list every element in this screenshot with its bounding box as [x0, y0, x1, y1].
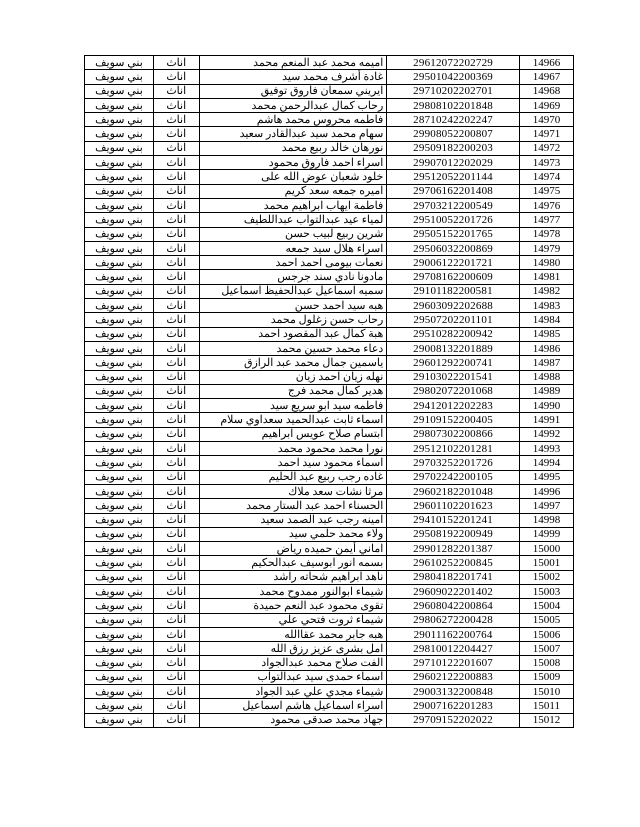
national-id-cell: 29509182200203	[387, 141, 520, 155]
table-row	[85, 656, 574, 670]
governorate-cell: بني سويف	[85, 70, 154, 84]
name-cell: ايريني سمعان فاروق توفيق	[199, 84, 387, 98]
national-id-cell: 29412012202283	[387, 399, 520, 413]
serial-cell: 14970	[519, 113, 573, 127]
governorate-cell: بني سويف	[85, 370, 154, 384]
serial-cell: 15008	[519, 656, 573, 670]
gender-cell: اناث	[153, 113, 199, 127]
national-id-cell: 29807302200866	[387, 427, 520, 441]
governorate-cell: بني سويف	[85, 584, 154, 598]
governorate-cell: بني سويف	[85, 685, 154, 699]
national-id-cell: 29008132201889	[387, 341, 520, 355]
name-cell: بسمه انور ابوسيف عبدالحكيم	[199, 556, 387, 570]
national-id-cell: 29011162200764	[387, 627, 520, 641]
table-row	[85, 327, 574, 341]
table-row	[85, 499, 574, 513]
national-id-cell: 29706162201408	[387, 184, 520, 198]
table-row	[85, 198, 574, 212]
gender-cell: اناث	[153, 599, 199, 613]
table-row	[85, 370, 574, 384]
governorate-cell: بني سويف	[85, 713, 154, 727]
governorate-cell: بني سويف	[85, 313, 154, 327]
governorate-cell: بني سويف	[85, 656, 154, 670]
governorate-cell: بني سويف	[85, 556, 154, 570]
gender-cell: اناث	[153, 699, 199, 713]
governorate-cell: بني سويف	[85, 327, 154, 341]
serial-cell: 15002	[519, 570, 573, 584]
governorate-cell: بني سويف	[85, 642, 154, 656]
national-id-cell: 29007162201283	[387, 699, 520, 713]
serial-cell: 15004	[519, 599, 573, 613]
table-row	[85, 513, 574, 527]
governorate-cell: بني سويف	[85, 599, 154, 613]
national-id-cell: 29609022201402	[387, 584, 520, 598]
name-cell: سميه اسماعيل عبدالحفيظ اسماعيل	[199, 284, 387, 298]
national-id-cell: 29702242200105	[387, 470, 520, 484]
gender-cell: اناث	[153, 284, 199, 298]
governorate-cell: بني سويف	[85, 299, 154, 313]
governorate-cell: بني سويف	[85, 570, 154, 584]
name-cell: نهله زيان احمد زيان	[199, 370, 387, 384]
gender-cell: اناث	[153, 170, 199, 184]
national-id-cell: 29610252200845	[387, 556, 520, 570]
name-cell: امل بشرى عزيز رزق الله	[199, 642, 387, 656]
table-row	[85, 570, 574, 584]
national-id-cell: 29804182201741	[387, 570, 520, 584]
serial-cell: 14992	[519, 427, 573, 441]
gender-cell: اناث	[153, 413, 199, 427]
national-id-cell: 29703252201726	[387, 456, 520, 470]
table-row	[85, 442, 574, 456]
table-row	[85, 70, 574, 84]
name-cell: نورهان خالد ربيع محمد	[199, 141, 387, 155]
national-id-cell: 29601102201623	[387, 499, 520, 513]
table-row	[85, 642, 574, 656]
table-row	[85, 127, 574, 141]
serial-cell: 14999	[519, 527, 573, 541]
gender-cell: اناث	[153, 70, 199, 84]
governorate-cell: بني سويف	[85, 84, 154, 98]
table-row	[85, 542, 574, 556]
name-cell: سهام محمد سيد عبدالقادر سعيد	[199, 127, 387, 141]
national-id-cell: 29709152202022	[387, 713, 520, 727]
national-id-cell: 29907012202029	[387, 156, 520, 170]
national-id-cell: 29810012204427	[387, 642, 520, 656]
serial-cell: 14983	[519, 299, 573, 313]
name-cell: نورا محمد محمود محمد	[199, 442, 387, 456]
national-id-cell: 29601292200741	[387, 356, 520, 370]
governorate-cell: بني سويف	[85, 542, 154, 556]
table-row	[85, 56, 574, 70]
national-id-cell: 29506032200869	[387, 241, 520, 255]
national-id-cell: 29510282200942	[387, 327, 520, 341]
national-id-cell: 29608042200864	[387, 599, 520, 613]
table-row	[85, 156, 574, 170]
name-cell: اسراء اسماعيل هاشم اسماعيل	[199, 699, 387, 713]
name-cell: لمياء عيد عبدالتواب عبداللطيف	[199, 213, 387, 227]
gender-cell: اناث	[153, 241, 199, 255]
records-table-body	[85, 56, 574, 728]
serial-cell: 14971	[519, 127, 573, 141]
name-cell: خلود شعبان عوض الله على	[199, 170, 387, 184]
table-row	[85, 113, 574, 127]
name-cell: مرثا نشات سعد ملاك	[199, 484, 387, 498]
table-row	[85, 141, 574, 155]
serial-cell: 15012	[519, 713, 573, 727]
serial-cell: 15000	[519, 542, 573, 556]
table-row	[85, 670, 574, 684]
gender-cell: اناث	[153, 227, 199, 241]
gender-cell: اناث	[153, 256, 199, 270]
serial-cell: 14988	[519, 370, 573, 384]
name-cell: شيماء ثروت فتحي علي	[199, 613, 387, 627]
national-id-cell: 29501042200369	[387, 70, 520, 84]
serial-cell: 14979	[519, 241, 573, 255]
table-row	[85, 84, 574, 98]
gender-cell: اناث	[153, 427, 199, 441]
serial-cell: 14978	[519, 227, 573, 241]
governorate-cell: بني سويف	[85, 527, 154, 541]
gender-cell: اناث	[153, 642, 199, 656]
serial-cell: 15006	[519, 627, 573, 641]
serial-cell: 14968	[519, 84, 573, 98]
name-cell: اسراء هلال سيد جمعه	[199, 241, 387, 255]
serial-cell: 14990	[519, 399, 573, 413]
table-row	[85, 413, 574, 427]
name-cell: ابتسام صلاح عويس ابراهيم	[199, 427, 387, 441]
gender-cell: اناث	[153, 327, 199, 341]
gender-cell: اناث	[153, 627, 199, 641]
name-cell: امينه رجب عبد الصمد سعيد	[199, 513, 387, 527]
table-row	[85, 356, 574, 370]
name-cell: ناهد ابراهيم شحاته راشد	[199, 570, 387, 584]
gender-cell: اناث	[153, 299, 199, 313]
name-cell: الحسناء احمد عبد الستار محمد	[199, 499, 387, 513]
serial-cell: 14977	[519, 213, 573, 227]
governorate-cell: بني سويف	[85, 613, 154, 627]
governorate-cell: بني سويف	[85, 141, 154, 155]
governorate-cell: بني سويف	[85, 170, 154, 184]
table-row	[85, 170, 574, 184]
governorate-cell: بني سويف	[85, 356, 154, 370]
name-cell: هبه سيد احمد حسن	[199, 299, 387, 313]
gender-cell: اناث	[153, 713, 199, 727]
gender-cell: اناث	[153, 141, 199, 155]
name-cell: اسماء ثابت عبدالحميد سعداوي سلام	[199, 413, 387, 427]
name-cell: ولاء محمد حلمي سيد	[199, 527, 387, 541]
national-id-cell: 29006122201721	[387, 256, 520, 270]
governorate-cell: بني سويف	[85, 98, 154, 112]
governorate-cell: بني سويف	[85, 56, 154, 70]
serial-cell: 14989	[519, 384, 573, 398]
gender-cell: اناث	[153, 84, 199, 98]
table-row	[85, 213, 574, 227]
table-row	[85, 699, 574, 713]
gender-cell: اناث	[153, 213, 199, 227]
table-row	[85, 299, 574, 313]
serial-cell: 14973	[519, 156, 573, 170]
governorate-cell: بني سويف	[85, 699, 154, 713]
serial-cell: 14984	[519, 313, 573, 327]
name-cell: دعاء محمد حسين محمد	[199, 341, 387, 355]
national-id-cell: 29109152200405	[387, 413, 520, 427]
name-cell: هدير كمال محمد فرج	[199, 384, 387, 398]
serial-cell: 14985	[519, 327, 573, 341]
national-id-cell: 29512102201281	[387, 442, 520, 456]
governorate-cell: بني سويف	[85, 113, 154, 127]
serial-cell: 14982	[519, 284, 573, 298]
table-row	[85, 685, 574, 699]
national-id-cell: 29510052201726	[387, 213, 520, 227]
governorate-cell: بني سويف	[85, 341, 154, 355]
table-row	[85, 484, 574, 498]
governorate-cell: بني سويف	[85, 413, 154, 427]
serial-cell: 14998	[519, 513, 573, 527]
name-cell: نعمات بيومى احمد احمد	[199, 256, 387, 270]
table-row	[85, 599, 574, 613]
gender-cell: اناث	[153, 456, 199, 470]
gender-cell: اناث	[153, 370, 199, 384]
national-id-cell: 29603092202688	[387, 299, 520, 313]
national-id-cell: 29003132200848	[387, 685, 520, 699]
governorate-cell: بني سويف	[85, 241, 154, 255]
national-id-cell: 29602122200883	[387, 670, 520, 684]
governorate-cell: بني سويف	[85, 484, 154, 498]
gender-cell: اناث	[153, 556, 199, 570]
name-cell: اميمه محمد عبد المنعم محمد	[199, 56, 387, 70]
gender-cell: اناث	[153, 184, 199, 198]
table-row	[85, 713, 574, 727]
serial-cell: 14972	[519, 141, 573, 155]
name-cell: شيماء مجدي علي عبد الجواد	[199, 685, 387, 699]
table-row	[85, 427, 574, 441]
name-cell: شرين ربيع لبيب حسن	[199, 227, 387, 241]
governorate-cell: بني سويف	[85, 284, 154, 298]
governorate-cell: بني سويف	[85, 270, 154, 284]
serial-cell: 14980	[519, 256, 573, 270]
serial-cell: 14967	[519, 70, 573, 84]
name-cell: فاطمه محروس محمد هاشم	[199, 113, 387, 127]
gender-cell: اناث	[153, 127, 199, 141]
name-cell: رحاب كمال عبدالرحمن محمد	[199, 98, 387, 112]
serial-cell: 15011	[519, 699, 573, 713]
national-id-cell: 29703212200549	[387, 198, 520, 212]
governorate-cell: بني سويف	[85, 399, 154, 413]
gender-cell: اناث	[153, 384, 199, 398]
serial-cell: 15005	[519, 613, 573, 627]
serial-cell: 15010	[519, 685, 573, 699]
serial-cell: 14991	[519, 413, 573, 427]
gender-cell: اناث	[153, 442, 199, 456]
name-cell: اسماء حمدى سيد عبدالتواب	[199, 670, 387, 684]
name-cell: اسراء احمد فاروق محمود	[199, 156, 387, 170]
gender-cell: اناث	[153, 470, 199, 484]
table-row	[85, 399, 574, 413]
serial-cell: 14987	[519, 356, 573, 370]
national-id-cell: 29710122201607	[387, 656, 520, 670]
gender-cell: اناث	[153, 499, 199, 513]
serial-cell: 14993	[519, 442, 573, 456]
name-cell: هبة كمال عبد المقصود احمد	[199, 327, 387, 341]
gender-cell: اناث	[153, 156, 199, 170]
name-cell: تقوى محمود عبد النعم حميدة	[199, 599, 387, 613]
serial-cell: 14995	[519, 470, 573, 484]
national-id-cell: 28710242202247	[387, 113, 520, 127]
gender-cell: اناث	[153, 542, 199, 556]
table-row	[85, 456, 574, 470]
national-id-cell: 29410152201241	[387, 513, 520, 527]
table-row	[85, 241, 574, 255]
table-row	[85, 527, 574, 541]
governorate-cell: بني سويف	[85, 470, 154, 484]
gender-cell: اناث	[153, 584, 199, 598]
gender-cell: اناث	[153, 198, 199, 212]
governorate-cell: بني سويف	[85, 184, 154, 198]
governorate-cell: بني سويف	[85, 198, 154, 212]
name-cell: ياسمين جمال محمد عبد الرازق	[199, 356, 387, 370]
table-row	[85, 556, 574, 570]
serial-cell: 15003	[519, 584, 573, 598]
gender-cell: اناث	[153, 56, 199, 70]
serial-cell: 14981	[519, 270, 573, 284]
governorate-cell: بني سويف	[85, 427, 154, 441]
serial-cell: 14996	[519, 484, 573, 498]
serial-cell: 14997	[519, 499, 573, 513]
national-id-cell: 29508192200949	[387, 527, 520, 541]
table-row	[85, 256, 574, 270]
table-row	[85, 384, 574, 398]
national-id-cell: 29505152201765	[387, 227, 520, 241]
gender-cell: اناث	[153, 313, 199, 327]
gender-cell: اناث	[153, 527, 199, 541]
serial-cell: 14994	[519, 456, 573, 470]
governorate-cell: بني سويف	[85, 127, 154, 141]
table-row	[85, 341, 574, 355]
name-cell: غادة أشرف محمد سيد	[199, 70, 387, 84]
name-cell: غاده رجب ربيع عبد الحليم	[199, 470, 387, 484]
gender-cell: اناث	[153, 341, 199, 355]
serial-cell: 15009	[519, 670, 573, 684]
records-table	[84, 55, 574, 728]
serial-cell: 14969	[519, 98, 573, 112]
gender-cell: اناث	[153, 98, 199, 112]
governorate-cell: بني سويف	[85, 213, 154, 227]
name-cell: مادونا نادي سند جرجس	[199, 270, 387, 284]
serial-cell: 14966	[519, 56, 573, 70]
national-id-cell: 29507202201101	[387, 313, 520, 327]
name-cell: فاطمه سيد ابو سريع سيد	[199, 399, 387, 413]
gender-cell: اناث	[153, 484, 199, 498]
national-id-cell: 29512052201144	[387, 170, 520, 184]
gender-cell: اناث	[153, 656, 199, 670]
serial-cell: 14975	[519, 184, 573, 198]
table-row	[85, 613, 574, 627]
national-id-cell: 29806272200428	[387, 613, 520, 627]
gender-cell: اناث	[153, 685, 199, 699]
gender-cell: اناث	[153, 356, 199, 370]
table-row	[85, 627, 574, 641]
table-row	[85, 227, 574, 241]
serial-cell: 15001	[519, 556, 573, 570]
table-row	[85, 98, 574, 112]
governorate-cell: بني سويف	[85, 442, 154, 456]
table-row	[85, 313, 574, 327]
name-cell: رحاب حسن زغلول محمد	[199, 313, 387, 327]
name-cell: اميره جمعه سعد كريم	[199, 184, 387, 198]
gender-cell: اناث	[153, 399, 199, 413]
national-id-cell: 29708162200609	[387, 270, 520, 284]
governorate-cell: بني سويف	[85, 456, 154, 470]
name-cell: جهاد محمد صدقى محمود	[199, 713, 387, 727]
governorate-cell: بني سويف	[85, 227, 154, 241]
national-id-cell: 29808102201848	[387, 98, 520, 112]
national-id-cell: 29908052200807	[387, 127, 520, 141]
governorate-cell: بني سويف	[85, 384, 154, 398]
national-id-cell: 29901282201387	[387, 542, 520, 556]
national-id-cell: 29612072202729	[387, 56, 520, 70]
governorate-cell: بني سويف	[85, 256, 154, 270]
governorate-cell: بني سويف	[85, 156, 154, 170]
national-id-cell: 29710202202701	[387, 84, 520, 98]
serial-cell: 14976	[519, 198, 573, 212]
table-row	[85, 284, 574, 298]
national-id-cell: 29101182200581	[387, 284, 520, 298]
serial-cell: 15007	[519, 642, 573, 656]
governorate-cell: بني سويف	[85, 670, 154, 684]
gender-cell: اناث	[153, 670, 199, 684]
national-id-cell: 29103022201541	[387, 370, 520, 384]
name-cell: اماني أيمن حميده رياض	[199, 542, 387, 556]
table-row	[85, 470, 574, 484]
gender-cell: اناث	[153, 270, 199, 284]
gender-cell: اناث	[153, 613, 199, 627]
name-cell: الفت صلاح محمد عبدالجواد	[199, 656, 387, 670]
table-row	[85, 270, 574, 284]
national-id-cell: 29602182201048	[387, 484, 520, 498]
governorate-cell: بني سويف	[85, 627, 154, 641]
serial-cell: 14974	[519, 170, 573, 184]
gender-cell: اناث	[153, 513, 199, 527]
name-cell: هبه جابر محمد عقاالله	[199, 627, 387, 641]
national-id-cell: 29802072201068	[387, 384, 520, 398]
name-cell: شيماء ابوالنور ممدوح محمد	[199, 584, 387, 598]
table-row	[85, 584, 574, 598]
table-row	[85, 184, 574, 198]
gender-cell: اناث	[153, 570, 199, 584]
governorate-cell: بني سويف	[85, 513, 154, 527]
name-cell: اسماء محمود سيد احمد	[199, 456, 387, 470]
governorate-cell: بني سويف	[85, 499, 154, 513]
serial-cell: 14986	[519, 341, 573, 355]
name-cell: فاطمة ايهاب ابراهيم محمد	[199, 198, 387, 212]
